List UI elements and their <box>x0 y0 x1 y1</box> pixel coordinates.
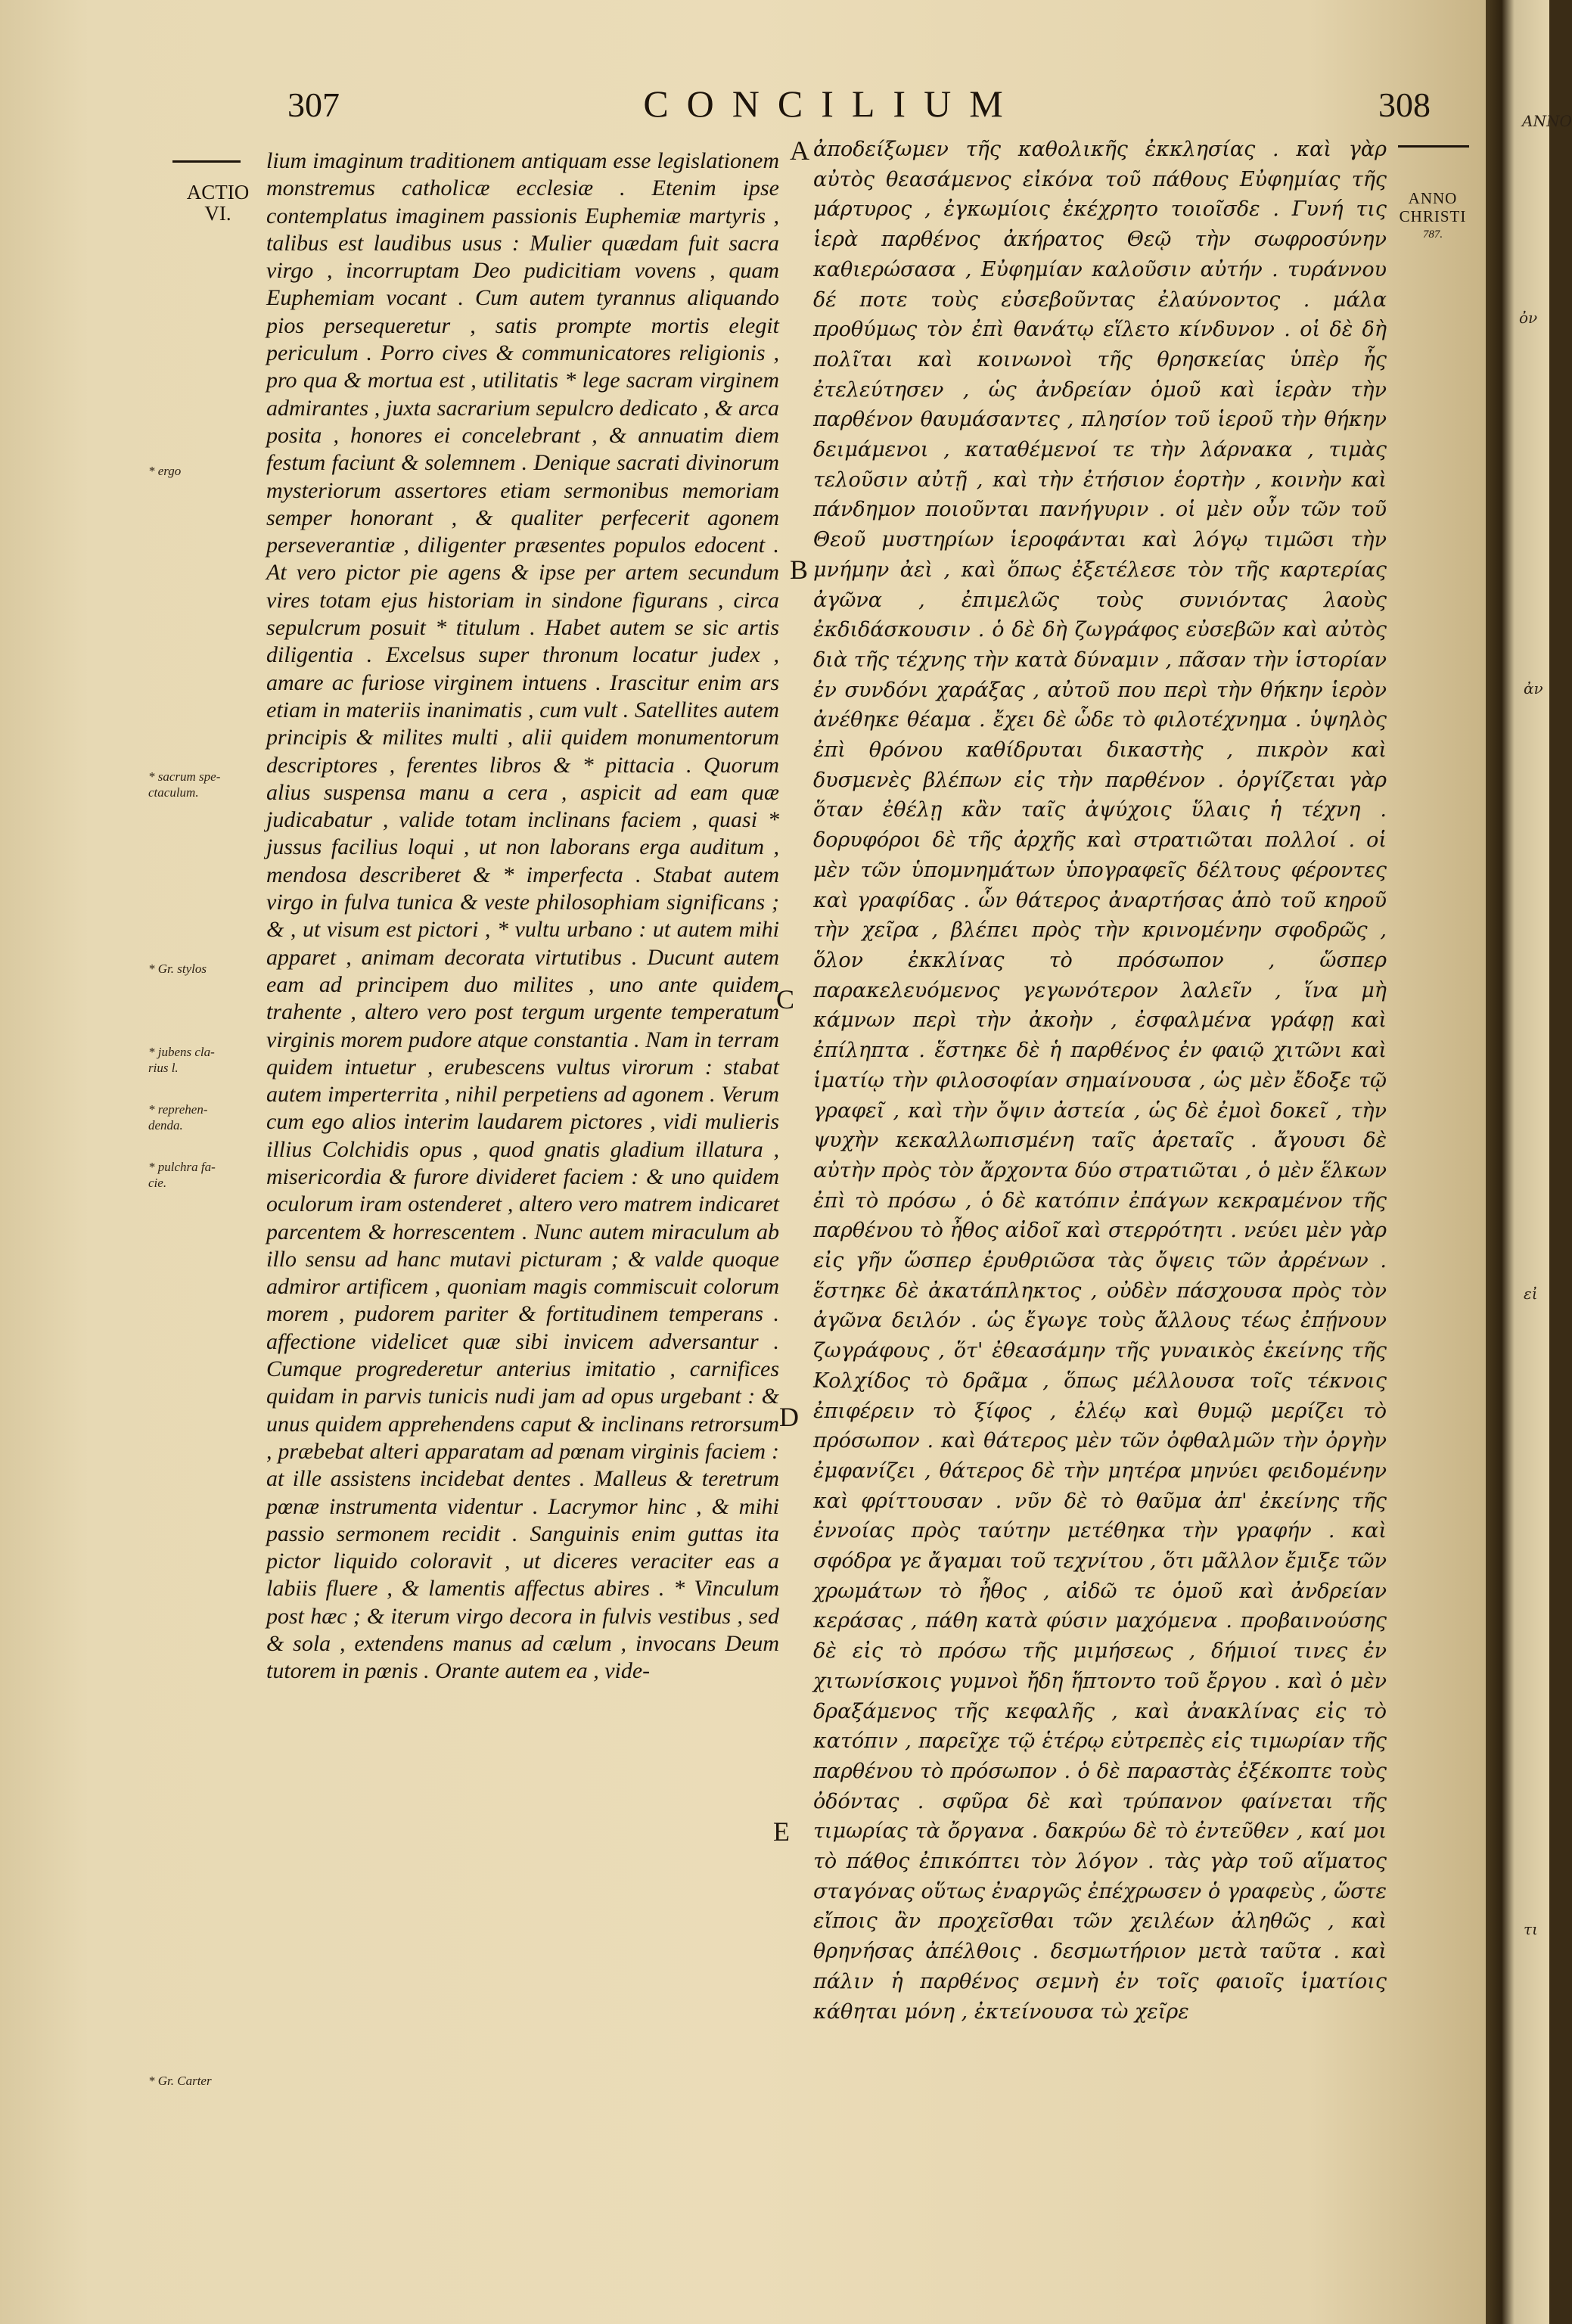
greek-text: ἀποδείξωμεν τῆς καθολικῆς ἐκκλησίας . καὶ γὰρ αὐτὸς θεασάμενος εἰκόνα τοῦ πάθους Εὐφημίας τῆς μάρτυρος , ἐγκωμίοις ἐκέχρητο τοιοῖσδε . Γυνή τις ἱερὰ παρθένος ἀκήρατος Θεῷ τὴν σωφροσύνην καθιερώσασα , Εὐφημίαν καλοῦσιν αὐτήν . τυράννου δέ ποτε τοὺς εὐσεβοῦντας ἐλαύνοντος . μάλα προθύμως τὸν ἐπὶ θανάτῳ εἵλετο κίνδυνον . οἱ δὲ δὴ πολῖται καὶ κοινωνοὶ τῆς θρησκείας ὑπὲρ ἧς ἐτελεύτησεν , ὡς ἀνδρείαν ὁμοῦ καὶ ἱερὰν τὴν παρθένον θαυμάσαντες , πλησίον τοῦ ἱεροῦ τὴν θήκην δειμάμενοι , καταθέμενοί τε τὴν λάρνακα , τιμὰς τελοῦσιν αὐτῇ , καὶ τὴν ἐτήσιον ἑορτὴν , κοινὴν καὶ πάνδημον ποιοῦνται πανήγυριν . οἱ μὲν οὖν τῶν τοῦ Θεοῦ μυστηρίων ἱεροφάνται καὶ λόγῳ τιμῶσι τὴν μνήμην ἀεὶ , καὶ ὅπως ἐξετέλεσε τὸν τῆς καρτερίας ἀγῶνα , ἐπιμελῶς τοὺς συνιόντας λαοὺς ἐκδιδάσκουσιν . ὁ δὲ δὴ ζωγράφος εὐσεβῶν καὶ αὐτὸς διὰ τῆς τέχνης τὴν κατὰ δύναμιν , πᾶσαν τὴν ἱστορίαν ἐν συνδόνι χαράξας , αὐτοῦ που περὶ τὴν θήκην ἱερὸν ἀνέθηκε θέαμα . ἔχει δὲ ὧδε τὸ φιλοτέχνημα . ὑψηλὸς ἐπὶ θρόνου καθίδρυται δικαστὴς , πικρὸν καὶ δυσμενὲς βλέπων εἰς τὴν παρθένον . ὀργίζεται γὰρ ὅταν ἐθέλῃ κἂν ταῖς ἀψύχοις ὕλαις ἡ τέχνη . δορυφόροι δὲ τῆς ἀρχῆς καὶ στρατιῶται πολλοί . οἱ μὲν τῶν ὑπομνημάτων ὑπογραφεῖς δέλτους φέροντες καὶ γραφίδας . ὧν θάτερος ἀναρτήσας ἀπὸ τοῦ κηροῦ τὴν χεῖρα , βλέπει πρὸς τὴν κρινομένην σφοδρῶς , ὅλον ἐκκλίνας τὸ πρόσωπον , ὥσπερ παρακελευόμενος γεγωνότερον λαλεῖν , ἵνα μὴ κάμνων περὶ τὴν ἀκοὴν , ἐσφαλμένα γράφῃ καὶ ἐπίληπτα . ἕστηκε δὲ ἡ παρθένος ἐν φαιῷ χιτῶνι καὶ ἱματίῳ τὴν φιλοσοφίαν σημαίνουσα , ὡς μὲν ἔδοξε τῷ γραφεῖ , καὶ τὴν ὄψιν ἀστεία , ὡς δὲ ἐμοὶ δοκεῖ , τὴν ψυχὴν κεκαλλωπισμένη ταῖς ἀρεταῖς . ἄγουσι δὲ αὐτὴν πρὸς τὸν ἄρχοντα δύο στρατιῶται , ὁ μὲν ἕλκων ἐπὶ τὸ πρόσω , ὁ δὲ κατόπιν ἐπάγων κεκραμένον τῆς παρθένου τὸ ἦθος αἰδοῖ καὶ στερρότητι . νεύει μὲν γὰρ εἰς γῆν ὥσπερ ἐρυθριῶσα τὰς ὄψεις τῶν ἀρρένων . ἕστηκε δὲ ἀκατάπληκτος , οὐδὲν πάσχουσα πρὸς τὸν ἀγῶνα δειλόν . ὡς ἔγωγε τοὺς ἄλλους τέως ἐπῄνουν ζωγράφους , ὅτ' ἐθεασάμην τῆς γυναικὸς ἐκείνης τῆς Κολχίδος τὸ δρᾶμα , ὅπως μέλλουσα τοῖς τέκνοις ἐπιφέρειν τὸ ξίφος , ἐλέῳ καὶ θυμῷ μερίζει τὸ πρόσωπον . καὶ θάτερος μὲν τῶν ὀφθαλμῶν τὴν ὀργὴν ἐμφανίζει , θάτερος δὲ τὴν μητέρα μηνύει φειδομένην καὶ φρίττουσαν . νῦν δὲ τὸ θαῦμα ἀπ' ἐκείνης τῆς ἐννοίας πρὸς ταύτην μετέθηκα τὴν γραφήν . καὶ σφόδρα γε ἄγαμαι τοῦ τεχνίτου , ὅτι μᾶλλον ἔμιξε τῶν χρωμάτων τὸ ἦθος , αἰδῶ τε ὁμοῦ καὶ ἀνδρείαν κεράσας , πάθη κατὰ φύσιν μαχόμενα . προβαινούσης δὲ εἰς τὸ πρόσω τῆς μιμήσεως , δήμιοί τινες ἐν χιτωνίσκοις γυμνοὶ ἤδη ἥπτοντο τοῦ ἔργου . καὶ ὁ μὲν δραξάμενος τῆς κεφαλῆς , καὶ ἀνακλίνας εἰς τὸ κατόπιν , παρεῖχε τῷ ἑτέρῳ εὐτρεπὲς εἰς τιμωρίαν τῆς παρθένου τὸ πρόσωπον . ὁ δὲ παραστὰς ἐξέκοπτε τοὺς ὀδόντας . σφῦρα δὲ καὶ τρύπανον φαίνεται τῆς τιμωρίας τὰ ὄργανα . δακρύω δὲ τὸ ἐντεῦθεν , καί μοι τὸ πάθος ἐπικόπτει τὸν λόγον . τὰς γὰρ τοῦ αἵματος σταγόνας οὕτως ἐναργῶς ἐπέχρωσεν ὁ γραφεὺς , ὥστε εἴποις ἂν προχεῖσθαι τῶν χειλέων ἀληθῶς , καὶ θρηνήσας ἀπέλθοις . δεσμωτήριον μετὰ ταῦτα . καὶ πάλιν ἡ παρθένος σεμνὴ ἐν τοῖς φαιοῖς ἱματίοις κάθηται μόνη , ἐκτείνουσα τὼ χεῖρε <box>813 138 1387 2024</box>
margin-note: * Gr. stylos <box>148 962 207 976</box>
margin-rule-right <box>1398 145 1469 148</box>
section-marker-d: D <box>779 1402 799 1432</box>
next-page-edge: ANNO ὀν ἀν εἰ τι <box>1486 0 1549 2324</box>
page-number-left: 307 <box>287 85 340 124</box>
margin-note: * pulchra fa- cie. <box>148 1160 216 1190</box>
anno-christi <box>1396 189 1469 244</box>
section-marker-a: A <box>790 135 809 166</box>
margin-note: * Gr. Carter <box>148 2074 212 2088</box>
section-marker-c: C <box>776 984 795 1014</box>
latin-column <box>266 148 779 1686</box>
greek-column <box>813 135 1387 2027</box>
anno-label: ANNO <box>1408 189 1458 207</box>
section-marker-b: B <box>790 555 809 585</box>
margin-note: * jubens cla- rius l. <box>148 1045 215 1075</box>
anno-year: 787. <box>1422 228 1443 241</box>
actio-heading: ACTIO VI. <box>186 181 250 225</box>
latin-text: lium imaginum traditionem antiquam esse legislationem monstremus catholicæ ecclesiæ . Etenim ipse contemplatus imaginem passionis Euphemiæ martyris , talibus est laudibus usus : Mulier quædam fuit sacra virgo , incorruptam Deo pudicitiam vovens , quam Euphemiam vocant . Cum autem tyrannus aliquando pios persequeretur , satis prompte mortis elegit periculum . Porro cives & communicatores religionis , pro qua & mortua est , utilitatis * lege sacram virginem admirantes , juxta sacrarium sepulcro dedicato , & arca posita , honores ei concelebrant , & annuatim diem festum faciunt & solemnem . Denique sacrati divinorum mysteriorum assertores etiam sermonibus memoriam semper honorant , & qualiter perfecerit agonem perseverantiæ , diligenter præsentes populos edocent . At vero pictor pie agens & ipse per artem secundum vires totam ejus historiam in sindone figurans , circa sepulcrum posuit * titulum . Habet autem se sic artis diligentia . Excelsus super thronum locatur judex , amare ac furiose virginem intuens . Irascitur enim ars etiam in materiis inanimatis , cum vult . Satellites autem principis & milites multi , alii quidem monumentorum descriptores , ferentes libros & * pittacia . Quorum alius suspensa manu a cera , aspicit ad eam quæ judicabatur , valide totam inclinans faciem , quasi * jussus facilius loqui , ut non laborans erga auditum , mendosa describeret & * imperfecta . Stabat autem virgo in fulva tunica & veste philosophiam significans ; & , ut visum est pictori , * vultu urbano : ut autem mihi apparet , animam decorata virtutibus . Ducunt autem eam ad principem duo milites , uno ante quidem trahente , altero vero post tergum urgente temperatum virginis morem pudore atque constantia . Nam in terram quidem intuetur , erubescens vultus virorum : stabat autem imperterrita , nihil perpetiens ad agonem . Verum cum ego alios interim laudarem pictores , vidi mulieris illius Colchidis opus , quod gnatis gladium illatura , misericordia & furore divideret faciem : & uno quidem oculorum iram ostenderet , altero vero matrem indicaret parcentem & horrescentem . Nunc autem miraculum ab illo sensu ad hanc mutavi picturam ; & valde quoque admiror artificem , quoniam magis commiscuit colorum morem , pudorem pariter & fortitudinem temperans . affectione videlicet quæ sibi invicem adversantur . Cumque progrederetur anterius imitatio , carnifices quidam in parvis tunicis nudi jam ad opus urgebant : & unus quidem apprehendens caput & inclinans retrorsum , præbebat alteri apparatam ad pœnam virginis faciem : at ille assistens incidebat dentes . Malleus & teretrum pœnæ instrumenta videntur . Lacrymor hinc , & mihi passio sermonem recidit . Sanguinis enim guttas ita pictor liquido coloravit , ut diceres veraciter eas a labiis fluere , & lamentis affectus abires . * Vinculum post hæc ; & iterum virgo decora in fulvis vestibus , sed & sola , extendens manus ad cælum , invocans Deum tutorem in pœnis . Orante autem ea , vide- <box>266 148 779 1684</box>
margin-note: * sacrum spe- ctaculum. <box>148 769 221 800</box>
margin-note: * ergo <box>148 464 182 478</box>
section-marker-e: E <box>773 1816 790 1847</box>
christi-label: CHRISTI <box>1399 207 1467 225</box>
margin-rule-left <box>172 160 241 163</box>
margin-note: * reprehen- denda. <box>148 1102 208 1132</box>
page-number-right: 308 <box>1378 85 1431 124</box>
running-title: CONCILIUM <box>643 82 1021 125</box>
